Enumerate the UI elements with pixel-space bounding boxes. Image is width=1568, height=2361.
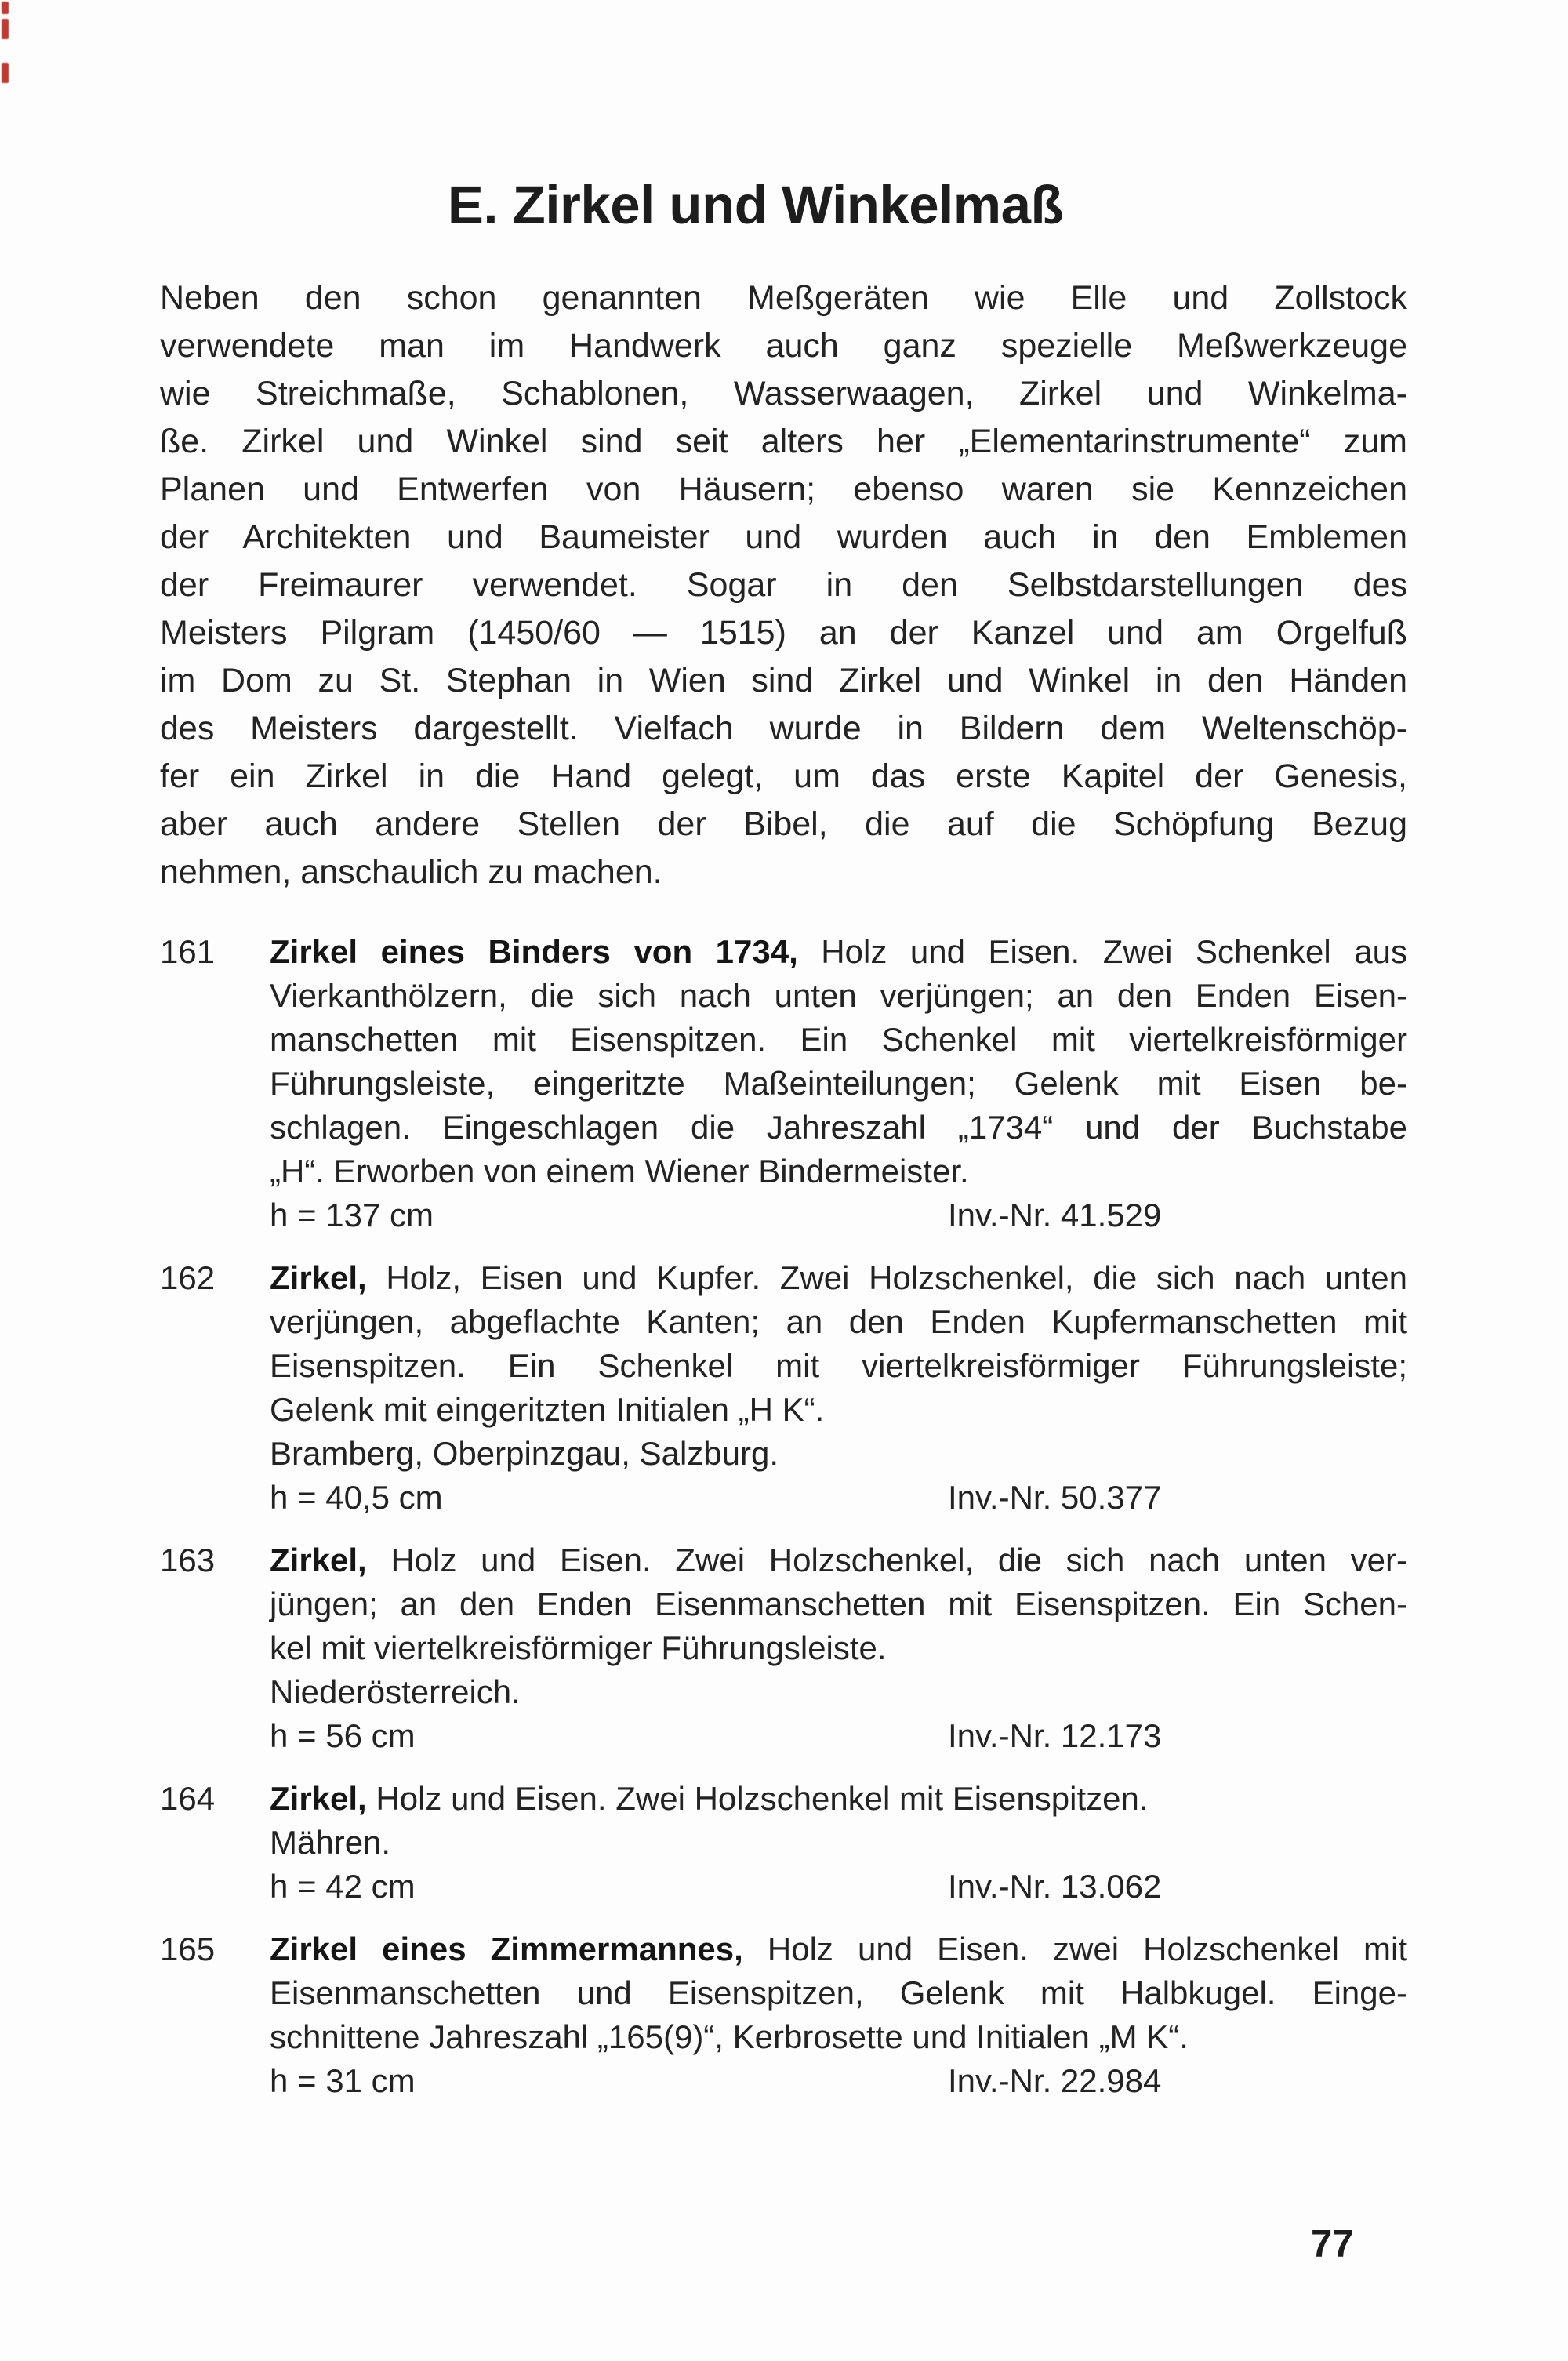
text-line: [270, 1927, 1407, 1971]
text-segment: Meisters Pilgram (1450/60 — 1515) an der Kanzel und am Orgelfuß: [160, 614, 1407, 652]
catalog-entry-161: [160, 930, 1407, 1237]
text-line: [160, 705, 1407, 753]
text-segment: der Architekten und Baumeister und wurden auch in den Emblemen: [160, 518, 1407, 556]
text-segment: der Freimaurer verwendet. Sogar in den Selbstdarstellungen des: [160, 566, 1407, 604]
entry-body: [270, 1538, 1407, 1758]
text-line: [270, 2015, 1407, 2059]
text-line: [160, 274, 1407, 322]
entry-number: 165: [160, 1931, 216, 1967]
text-line: [270, 1018, 1407, 1062]
red-scan-mark-icon: [2, 19, 9, 39]
text-segment: schlagen. Eingeschlagen die Jahreszahl „1734“ und der Buchstabe: [270, 1109, 1407, 1146]
text-line: [160, 466, 1407, 514]
text-line: [270, 1256, 1407, 1300]
text-line: [270, 974, 1407, 1018]
bold-lead-in: Zirkel,: [270, 1259, 367, 1296]
entry-body: [270, 930, 1407, 1237]
text-segment: Eisenspitzen. Ein Schenkel mit viertelkreisförmiger Führungsleiste;: [270, 1347, 1407, 1384]
text-line: [270, 1388, 1407, 1432]
text-line: [160, 322, 1407, 370]
entry-body: [270, 1777, 1407, 1909]
catalog-entry-165: [160, 1927, 1407, 2103]
text-segment: Gelenk mit eingeritzten Initialen „H K“.: [270, 1391, 825, 1428]
text-line: [160, 753, 1407, 801]
text-segment: Mähren.: [270, 1824, 391, 1861]
text-line: [160, 561, 1407, 609]
text-segment: Eisenmanschetten und Eisenspitzen, Gelenk mit Halbkugel. Einge-: [270, 1974, 1407, 2011]
text-line: [270, 1670, 1407, 1714]
text-segment: manschetten mit Eisenspitzen. Ein Schenkel mit viertelkreisförmiger: [270, 1021, 1407, 1058]
text-segment: Holz und Eisen. zwei Holzschenkel mit: [742, 1931, 1407, 1967]
red-scan-mark-icon: [2, 2, 9, 14]
text-segment: Holz und Eisen. Zwei Schenkel aus: [797, 933, 1407, 970]
text-segment: ße. Zirkel und Winkel sind seit alters her „Elementarinstrumente“ zum: [160, 423, 1407, 460]
text-segment: Niederösterreich.: [270, 1673, 521, 1710]
section-title: E. Zirkel und Winkelmaß: [447, 175, 1064, 235]
text-segment: nehmen, anschaulich zu machen.: [160, 853, 662, 891]
text-segment: fer ein Zirkel in die Hand gelegt, um das erste Kapitel der Genesis,: [160, 757, 1407, 795]
text-line: [160, 370, 1407, 418]
catalog-entry-163: [160, 1538, 1407, 1758]
inventory-number: Inv.-Nr. 22.984: [948, 2062, 1162, 2099]
text-segment: des Meisters dargestellt. Vielfach wurde in Bildern dem Weltenschöp-: [160, 710, 1407, 747]
text-line: [160, 801, 1407, 848]
height-value: h = 40,5 cm: [270, 1479, 443, 1516]
catalog-entries: [160, 930, 1407, 2103]
height-value: h = 31 cm: [270, 2062, 416, 2099]
text-line: [160, 848, 1407, 896]
entry-body: [270, 1256, 1407, 1520]
entry-number: 161: [160, 933, 216, 970]
text-line: [160, 514, 1407, 561]
catalog-entry-164: [160, 1777, 1407, 1909]
text-segment: kel mit viertelkreisförmiger Führungsleiste.: [270, 1629, 887, 1666]
text-line: [160, 609, 1407, 657]
intro-paragraph: [160, 274, 1407, 896]
text-segment: Vierkanthölzern, die sich nach unten verjüngen; an den Enden Eisen-: [270, 977, 1407, 1014]
text-line: [270, 1432, 1407, 1476]
text-segment: jüngen; an den Enden Eisenmanschetten mit Eisenspitzen. Ein Schen-: [270, 1586, 1407, 1622]
dimension-row: [270, 1476, 1407, 1520]
text-segment: Holz und Eisen. Zwei Holzschenkel, die sich nach unten ver-: [366, 1542, 1407, 1578]
text-segment: wie Streichmaße, Schablonen, Wasserwaagen, Zirkel und Winkelma-: [160, 375, 1407, 412]
text-line: [270, 1062, 1407, 1106]
text-segment: Bramberg, Oberpinzgau, Salzburg.: [270, 1435, 779, 1472]
page-number: 77: [1311, 2223, 1354, 2265]
text-line: [270, 1626, 1407, 1670]
text-segment: im Dom zu St. Stephan in Wien sind Zirkel und Winkel in den Händen: [160, 662, 1407, 699]
text-line: [270, 1300, 1407, 1344]
dimension-row: [270, 1865, 1407, 1909]
text-line: [270, 1971, 1407, 2015]
text-line: [270, 1582, 1407, 1626]
text-segment: aber auch andere Stellen der Bibel, die auf die Schöpfung Bezug: [160, 805, 1407, 843]
text-segment: Führungsleiste, eingeritzte Maßeinteilungen; Gelenk mit Eisen be-: [270, 1065, 1407, 1102]
text-segment: „H“. Erworben von einem Wiener Bindermeister.: [270, 1153, 969, 1190]
entry-number: 162: [160, 1259, 216, 1296]
dimension-row: [270, 1193, 1407, 1237]
dimension-row: [270, 2059, 1407, 2103]
inventory-number: Inv.-Nr. 13.062: [948, 1868, 1162, 1905]
text-segment: Neben den schon genannten Meßgeräten wie Elle und Zollstock: [160, 279, 1407, 317]
red-scan-mark-icon: [2, 63, 9, 83]
inventory-number: Inv.-Nr. 50.377: [948, 1479, 1162, 1516]
text-segment: Planen und Entwerfen von Häusern; ebenso waren sie Kennzeichen: [160, 470, 1407, 508]
entry-number: 163: [160, 1542, 216, 1578]
height-value: h = 56 cm: [270, 1717, 416, 1754]
text-line: [270, 1106, 1407, 1150]
entry-body: [270, 1927, 1407, 2103]
text-line: [270, 1344, 1407, 1388]
text-line: [270, 930, 1407, 974]
dimension-row: [270, 1714, 1407, 1758]
inventory-number: Inv.-Nr. 12.173: [948, 1717, 1162, 1754]
text-line: [270, 1150, 1407, 1193]
height-value: h = 137 cm: [270, 1197, 434, 1233]
text-segment: schnittene Jahreszahl „165(9)“, Kerbrosette und Initialen „M K“.: [270, 2018, 1189, 2055]
text-line: [270, 1538, 1407, 1582]
text-line: [160, 657, 1407, 705]
entry-number: 164: [160, 1780, 216, 1817]
catalog-entry-162: [160, 1256, 1407, 1520]
text-line: [160, 418, 1407, 466]
text-segment: Holz und Eisen. Zwei Holzschenkel mit Eisenspitzen.: [366, 1780, 1149, 1817]
text-line: [270, 1777, 1407, 1821]
text-segment: Holz, Eisen und Kupfer. Zwei Holzschenkel, die sich nach unten: [366, 1259, 1407, 1296]
text-segment: verjüngen, abgeflachte Kanten; an den Enden Kupfermanschetten mit: [270, 1303, 1407, 1340]
bold-lead-in: Zirkel eines Zimmermannes,: [270, 1931, 743, 1967]
bold-lead-in: Zirkel eines Binders von 1734,: [270, 933, 798, 970]
text-segment: verwendete man im Handwerk auch ganz spezielle Meßwerkzeuge: [160, 327, 1407, 365]
text-line: [270, 1821, 1407, 1865]
bold-lead-in: Zirkel,: [270, 1542, 367, 1578]
inventory-number: Inv.-Nr. 41.529: [948, 1197, 1162, 1233]
height-value: h = 42 cm: [270, 1868, 416, 1905]
bold-lead-in: Zirkel,: [270, 1780, 367, 1817]
